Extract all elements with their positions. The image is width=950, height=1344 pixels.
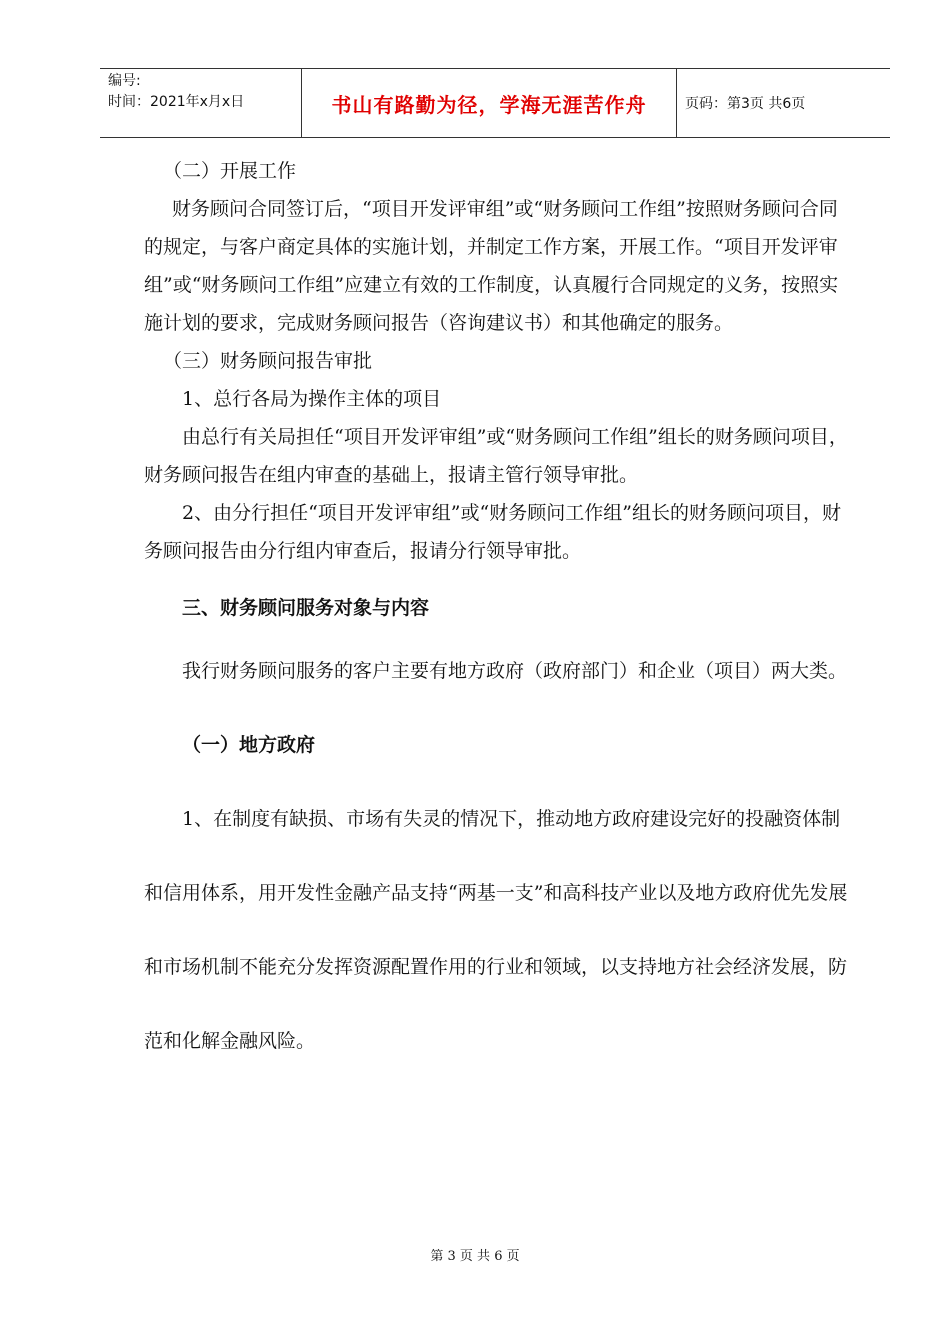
section-heading-approval: （三）财务顾问报告审批	[163, 350, 373, 372]
header-motto: 书山有路勤为径，学海无涯苦作舟	[301, 69, 677, 137]
section-heading-work: （二）开展工作	[163, 160, 297, 182]
section-heading-local-government: （一）地方政府	[182, 734, 316, 756]
page-header	[100, 68, 890, 138]
page-footer: 第 3 页 共 6 页	[430, 1249, 520, 1264]
chapter-heading-services: 三、财务顾问服务对象与内容	[182, 597, 430, 619]
paragraph-branch: 2、由分行担任“项目开发评审组”或“财务顾问工作组”组长的财务顾问项目，财务顾问报告由分行组内审查后，报请分行领导审批。	[144, 502, 841, 562]
paragraph-clients: 我行财务顾问服务的客户主要有地方政府（政府部门）和企业（项目）两大类。	[182, 660, 848, 682]
paragraph-head-office: 由总行有关局担任“项目开发评审组”或“财务顾问工作组”组长的财务顾问项目，财务顾问报告在组内审查的基础上，报请主管行领导审批。	[144, 426, 848, 486]
paragraph-work: 财务顾问合同签订后，“项目开发评审组”或“财务顾问工作组”按照财务顾问合同的规定，与客户商定具体的实施计划，并制定工作方案，开展工作。“项目开发评审组”或“财务顾问工作组”应建立有效的工作制度，认真履行合同规定的义务，按照实施计划的要求，完成财务顾问报告（咨询建议书）和其他确定的服务。	[144, 198, 839, 334]
document-body	[144, 152, 850, 1078]
header-meta	[100, 69, 301, 137]
header-page-info: 页码：第3页 共6页	[685, 96, 806, 112]
subheading-head-office: 1、总行各局为操作主体的项目	[182, 388, 442, 410]
document-time-label: 时间：2021年x月x日	[108, 94, 245, 110]
paragraph-local-government: 1、在制度有缺损、市场有失灵的情况下，推动地方政府建设完好的投融资体制和信用体系，用开发性金融产品支持“两基一支”和高科技产业以及地方政府优先发展和市场机制不能充分发挥资源配置作用的行业和领域，以支持地方社会经济发展，防范和化解金融风险。	[144, 808, 848, 1052]
document-number-label: 编号:	[108, 73, 141, 89]
